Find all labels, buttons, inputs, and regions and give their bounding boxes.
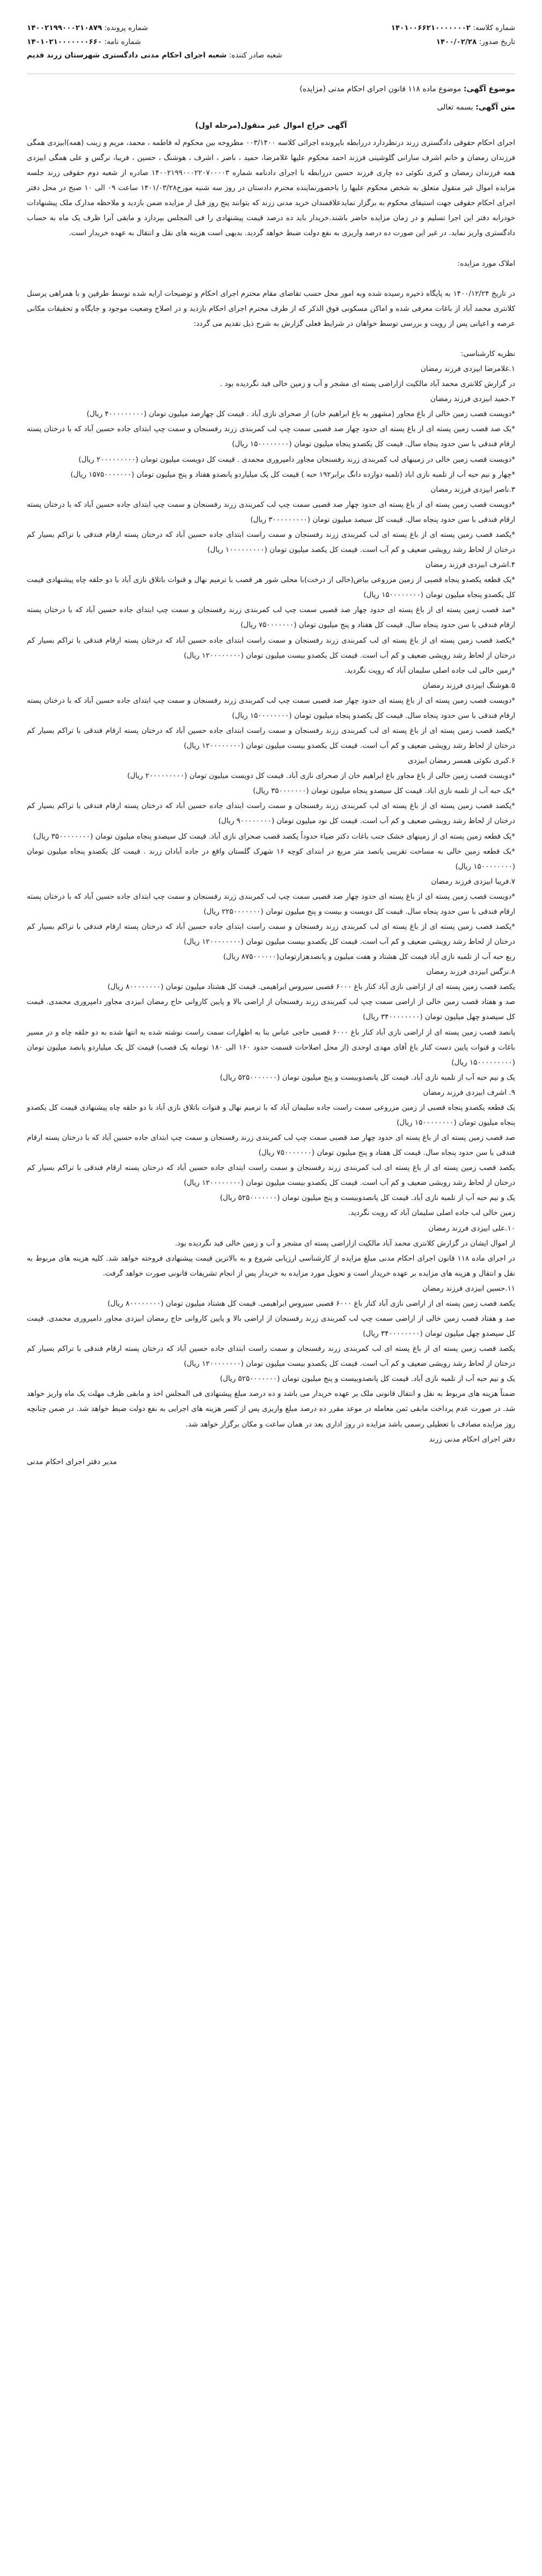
header-right	[391, 21, 515, 49]
sader-label: شعبه صادر کننده:	[229, 51, 282, 60]
header-left	[27, 21, 282, 63]
kelaseh-line	[391, 21, 515, 35]
announcement-body: اجرای احکام حقوقی دادگستری زرند درنظردارد دررابطه باپرونده اجرائی کلاسه ۰۰۳/۱۴۰۰ مطروحه بین محکوم له فاطمه ، محمد، مریم و زینب (همه)ابیزدی همگی فرزندان رمضان و خانم اشرف سارانی گلوشینی فرزند احمد محکوم علیها غلامرضا، حمید ، ناصر ، اشرف ، هوشنگ ، حسین ، فریبا، نرگس و علی همگی ابیزدی همه فرزندان رمضان و کبری نکوئی ده چاری فرزند حسین دررابطه با اجرای دادنامه شماره ۱۴۰۰۲۱۹۹۰۰۰۲۲۰۷۰۰۰۰۳ صادره از شعبه دوم حقوقی زرند جلسه مزایده اموال غیر منقول متعلق به شخص محکوم علیها را باحضورنماینده محترم دادستان در روز سه شنبه مورخ۱۴۰۱/۰۳/۲۸ ساعت ۰۹ الی ۱۰ صبح در محل دفتر اجرای احکام حقوقی جهت استیفای محکوم به برگزار نمایدعلاقمندان خرید مدنی زرند که بتوانند پنج روز قبل از مزایده ضمن بازدید و ملاحظه مدارک ملک پیشنهادات خودرابه دفتر این اجرا تسلیم و در زمان مزایده حاضر باشند.خریدار باید ده درصد قیمت پیشنهادی را فی المجلس بپردازد و مابقی آنرا ظرف یک ماه به حساب دادگستری واریز نماید. در غیر این صورت ده درصد واریزی به نفع دولت ضبط خواهد گردید. بدیهی است هزینه های نقل و انتقال به عهده خریدار است. املاک مورد مزایده: در تاریخ ۱۴۰۰/۱۲/۲۴ به پایگاه ذخیره رسیده شده وبه امور محل حسب تقاضای مقام محترم اجرای احکام و توضیحات ارایه شده توسط طرفین و با همراهی پرسنل کلانتری محمد آباد از باغات معرفی شده و اماکن مسکونی فوق الذکر که از طرف محترم اجرای احکام بازدید و در اصلاح وضعیت موجود و جایگاه و تحقیقات مکانی عرصه و اعیانی پس از رویت و بررسی توسط خواهان در شرایط فعلی گزارش به شرح ذیل تقدیم می گردد: نظریه کارشناسی: ۱.غلامرضا ابیزدی فرزند رمضان در گزارش کلانتری محمد آباد مالکیت ازاراضی پسته ای مشجر و آب و زمین خالی قید نگردیده بود . ۲.حمید ابیزدی فرزند رمضان *دویست قصب زمین خالی از باغ مجاور (مشهور به باغ ابراهیم خان) از صحرای نازی آباد . قیمت کل چهارصد میلیون تومان (۴۰۰۰۰۰۰۰۰۰ ریال) *یک صد قصب زمین پسته ای از باغ پسته ای حدود چهار صد قصبی سمت چپ لب کمربندی زرند رفسنجان و سمت چپ ابتدای جاده حسین آباد که با درختان پسته ارقام فندقی با سن حدود پنجاه سال. قیمت کل یکصدو پنجاه میلیون تومان (۱۵۰۰۰۰۰۰۰۰ ریال) *دویست قصب زمین خالی در زمینهای لب کمربندی زرند رفسنجان مجاور دامپروری محمدی . قیمت کل دویست میلیون تومان (۲۰۰۰۰۰۰۰۰۰ ریال) *چهار و نیم حبه آب از تلمبه نازی اباد (تلمبه دوازده دانگ برابر۱۹۲ حبه ) قیمت کل یک میلیاردو پانصدو هفتاد و پنج میلیون تومان (۱۵۷۵۰۰۰۰۰۰۰ ریال) ۳.ناصر ابیزدی فرزند رمضان *دویست قصب زمین پسته ای از باغ پسته ای حدود چهار صد قصبی سمت چپ لب کمربندی زرند رفسنجان و سمت چپ ابتدای جاده حسین آباد که با درختان پسته ارقام فندقی با سن حدود پنجاه سال. قیمت کل سیصد میلیون تومان (۳۰۰۰۰۰۰۰۰۰ ریال) *یکصد قصب زمین پسته ای از باغ پسته ای لب کمربندی زرند رفسنجان و سمت راست ابتدای جاده حسین آباد که درختان پسته ارقام فندقی با تراکم بسیار کم درختان از لحاظ رشد رویشی ضعیف و کم آب است. قیمت کل یکصد میلیون تومان (۱۰۰۰۰۰۰۰۰۰ ریال) ۴.اشرف ابیزدی فرزند رمضان *یک قطعه یکصدو پنجاه قصبی از زمین مزروعی بیاض(خالی از درخت)با محلی شور هر قصب با ترمیم نهال و قنوات باتلاق نازی آباد با دو حلقه چاه پیشنهادی قیمت کل یکصدو پنجاه میلیون تومان (۱۵۰۰۰۰۰۰۰۰ ریال) *صد قصب زمین پسته ای از باغ پسته ای حدود چهار صد قصبی سمت چپ لب کمربندی زرند رفسنجان و سمت چپ ابتدای جاده حسین آباد که با درختان پسته ارقام فندقی با سن حدود پنجاه سال. قیمت کل هفتاد و پنج میلیون تومان (۷۵۰۰۰۰۰۰۰ ریال) *یکصد قصب زمین پسته ای از باغ پسته ای لب کمربندی زرند رفسنجان و سمت راست ابتدای جاده حسین آباد که درختان پسته ارقام فندقی با تراکم بسیار کم درختان از لحاظ رشد رویشی ضعیف و کم آب است. قیمت کل یکصدو بیست میلیون تومان (۱۲۰۰۰۰۰۰۰۰ ریال) *زمین خالی لب جاده اصلی سلیمان آباد که رویت نگردید. ۵.هوشنگ ابیزدی فرزند رمضان *دویست قصب زمین پسته ای از باغ پسته ای حدود چهار صد قصبی سمت چپ لب کمربندی زرند رفسنجان و سمت چپ ابتدای جاده حسین آباد که با درختان پسته ارقام فندقی با سن حدود پنجاه سال. قیمت کل یکصدو پنجاه میلیون تومان (۱۵۰۰۰۰۰۰۰۰ ریال) *یکصد قصب زمین پسته ای از باغ پسته ای لب کمربندی زرند رفسنجان و سمت راست ابتدای جاده حسین آباد که درختان پسته ارقام فندقی با تراکم بسیار کم درختان از لحاظ رشد رویشی ضعیف و کم آب است. قیمت کل یکصدو بیست میلیون تومان (۱۲۰۰۰۰۰۰۰۰ ریال) ۶.کبری نکوئی همسر رمضان ابیزدی *دویست قصب زمین خالی از باغ مجاور باغ ابراهیم خان از صحرای نازی آباد. قیمت کل دویست میلیون تومان (۲۰۰۰۰۰۰۰۰۰ ریال) *یک حبه آب از تلمبه نازی اباد. قیمت کل سیصدو پنجاه میلیون تومان (۳۵۰۰۰۰۰۰۰ ریال) *یکصد قصب زمین پسته ای از باغ پسته ای لب کمربندی زرند رفسنجان و سمت راست ابتدای جاده حسین آباد که درختان پسته ارقام فندقی با تراکم بسیار کم درختان از لحاظ رشد رویشی ضعیف و کم آب است. قیمت کل نود میلیون تومان (۹۰۰۰۰۰۰۰۰ ریال) *یک قطعه زمین پسته ای از زمینهای خشک جنب باغات دکتر ضیاء حدوداً یکصد قصب صحرای نازی آباد. قیمت کل سیصدو پنجاه میلیون تومان (۳۵۰۰۰۰۰۰۰۰ ریال) *یک قطعه زمین خالی به مساحت تقریبی پانصد متر مربع در ابتدای کوچه ۱۶ شهرک گلستان واقع در جاده آبادان زرند . قیمت کل یکصدو پنجاه میلیون تومان (۱۵۰۰۰۰۰۰۰۰ ریال) ۷.فریبا ابیزدی فرزند رمضان *دویست قصب زمین پسته ای از باغ پسته ای حدود چهار صد قصبی سمت چپ لب کمربندی زرند رفسنجان و سمت چپ ابتدای جاده حسین آباد که با درختان پسته ارقام فندقی با سن حدود پنجاه سال. قیمت کل دویست و بیست و پنج میلیون تومان (۲۲۵۰۰۰۰۰۰۰ ریال) *یکصد قصب زمین پسته ای از باغ پسته ای لب کمربندی زرند رفسنجان و سمت راست ابتدای جاده حسین آباد که درختان پسته ارقام فندقی با تراکم بسیار کم درختان از لحاظ رشد رویشی ضعیف و کم آب است. قیمت کل یکصدو بیست میلیون تومان (۱۲۰۰۰۰۰۰۰۰ ریال) ربع حبه آب از تلمبه نازی آباد قیمت کل هشتاد و هفت میلیون و پانصدهزارتومان(۸۷۵۰۰۰۰۰۰ ریال) ۸.نرگس ابیزدی فرزند رمضان یکصد قصب زمین پسته ای از اراضی نازی آباد کنار باغ ۶۰۰۰ قصبی سیروس ابراهیمی. قیمت کل هشتاد میلیون تومان (۸۰۰۰۰۰۰۰۰ ریال) صد و هفتاد قصب زمین خالی از اراضی سمت چپ لب کمربندی زرند رفسنجان از اراضی بالا و پایین کاروانی حاج رمضان ابیزدی مجاور دامپروری محمدی. قیمت کل سیصدو چهل میلیون تومان (۳۴۰۰۰۰۰۰۰۰ ریال) پانصد قصب زمین پسته ای از اراضی نازی آباد کنار باغ ۶۰۰۰ قصبی حاجی عباس بنا به اظهارات سمت راست نوشته شده به انتها شده به دو حلقه چاه و در مسیر باغات و قنوات پایین دست کنار باغ آقای مهدی اوحدی (از محل اصلاحات قسمت حدود ۱۶۰ الی ۱۸۰ تومانه یک قصب) قیمت کل یک میلیاردو پانصد میلیون تومان (۱۵۰۰۰۰۰۰۰۰۰ ریال) یک و نیم حبه آب از تلمبه نازی آباد. قیمت کل پانصدوبیست و پنج میلیون تومان (۵۲۵۰۰۰۰۰۰۰ ریال) ۹. اشرف ابیزدی فرزند رمضان یک قطعه یکصدو پنجاه قصبی از زمین مزروعی سمت راست جاده سلیمان آباد که با ترمیم نهال و قنوات باتلاق نازی آباد با دو حلقه چاه پیشنهادی قیمت کل یکصدو پنجاه میلیون تومان (۱۵۰۰۰۰۰۰۰۰ ریال) صد قصب زمین پسته ای از باغ پسته ای حدود چهار صد قصبی سمت چپ لب کمربندی زرند رفسنجان و سمت چپ ابتدای جاده حسین آباد که با درختان پسته ارقام فندقی با سن حدود پنجاه سال. قیمت کل هفتاد و پنج میلیون تومان (۷۵۰۰۰۰۰۰۰ ریال) یکصد قصب زمین پسته ای از باغ پسته ای لب کمربندی زرند رفسنجان و سمت راست ابتدای جاده حسین آباد که درختان پسته ارقام فندقی با تراکم بسیار کم درختان از لحاظ رشد رویشی ضعیف و کم آب است. قیمت کل یکصدو بیست میلیون تومان (۱۲۰۰۰۰۰۰۰۰ ریال) یک و نیم حبه آب از تلمبه نازی آباد. قیمت کل پانصدوبیست و پنج میلیون تومان (۵۲۵۰۰۰۰۰۰۰ ریال) زمین خالی لب جاده اصلی سلیمان آباد که رویت نگردید. ۱۰.علی ابیزدی فرزند رمضان از اموال ایشان در گزارش کلانتری محمد آباد مالکیت ازاراضی پسته ای مشجر و آب و زمین خالی قید نگردیده بود. در اجرای ماده ۱۱۸ قانون اجرای احکام مدنی مبلغ مزایده از کارشناسی ارزیابی شروع و به بالاترین قیمت پیشنهادی فروخته خواهد شد. کلیه هزینه های مربوط به نقل و انتقال و هزینه های مزایده بر عهده خریدار است و تحویل مورد مزایده به خریدار پس از انجام تشریفات قانونی صورت خواهد گرفت. ۱۱.حسین ابیزدی فرزند رمضان یکصد قصب زمین پسته ای از اراضی نازی آباد کنار باغ ۶۰۰۰ قصبی سیروس ابراهیمی. قیمت کل هشتاد میلیون تومان (۸۰۰۰۰۰۰۰۰ ریال) صد و هفتاد قصب زمین خالی از اراضی سمت چپ لب کمربندی زرند رفسنجان از اراضی بالا و پایین کاروانی حاج رمضان ابیزدی مجاور دامپروری محمدی. قیمت کل سیصدو چهل میلیون تومان (۳۴۰۰۰۰۰۰۰۰ ریال) یکصد قصب زمین پسته ای از باغ پسته ای لب کمربندی زرند رفسنجان و سمت راست ابتدای جاده حسین آباد که درختان پسته ارقام فندقی با تراکم بسیار کم درختان از لحاظ رشد رویشی ضعیف و کم آب است. قیمت کل یکصدو بیست میلیون تومان (۱۲۰۰۰۰۰۰۰۰ ریال) یک و نیم حبه آب از تلمبه نازی آباد. قیمت کل پانصدوبیست و پنج میلیون تومان (۵۲۵۰۰۰۰۰۰۰ ریال) ضمناً هزینه های مربوط به نقل و انتقال قانونی ملک بر عهده خریدار می باشد و ده درصد مبلغ پیشنهادی فی المجلس اخذ و مابقی ظرف مهلت یک ماه واریز خواهد شد. در صورت عدم پرداخت مابقی ثمن معامله در موعد مقرر ده درصد مبلغ واریزی پس از کسر هزینه های اجرایی به نفع دولت ضبط خواهد شد. در ضمن چنانچه روز مزایده مصادف با تعطیلی رسمی باشد مزایده در روز اداری بعد در همان ساعت و مکان برگزار خواهد شد. دفتر اجرای احکام مدنی زرند	[27, 138, 515, 1444]
nameh-label: شماره نامه:	[104, 37, 141, 46]
date-line	[391, 35, 515, 49]
kelaseh-value: ۱۴۰۱۰۰۶۶۲۱۰۰۰۰۰۰۰۲	[391, 24, 471, 32]
date-value: ۱۴۰۰/۰۲/۲۸	[436, 37, 477, 46]
sader-line	[27, 49, 282, 63]
matn-line	[27, 100, 515, 115]
announcement-header	[27, 21, 515, 63]
matn-label: متن آگهی:	[475, 103, 515, 112]
parvandeh-label: شماره پرونده:	[104, 24, 148, 32]
sader-value: شعبه اجرای احکام مدنی دادگستری شهرستان زرند قدیم	[27, 51, 227, 60]
nameh-value: ۱۴۰۱۰۲۱۰۰۰۰۰۰۰۶۶۰	[27, 37, 102, 46]
subject-label: موضوع آگهی:	[463, 84, 515, 93]
matn-value: بسمه تعالی	[437, 103, 473, 112]
footer-signature: مدیر دفتر اجرای احکام مدنی	[27, 1457, 117, 1466]
announcement-subtitle: آگهی حراج اموال غیر منقول(مرحله اول)	[195, 121, 347, 130]
nameh-line	[27, 35, 282, 49]
subject-value: موضوع ماده ۱۱۸ قانون اجرای احکام مدنی (مزایده)	[299, 84, 462, 93]
parvandeh-line	[27, 21, 282, 35]
date-label: تاریخ صدور:	[479, 37, 515, 46]
subject-line	[27, 82, 515, 97]
kelaseh-label: شماره کلاسه:	[473, 24, 515, 32]
parvandeh-value: ۱۴۰۰۲۱۹۹۰۰۰۲۱۰۸۷۹	[27, 24, 102, 32]
